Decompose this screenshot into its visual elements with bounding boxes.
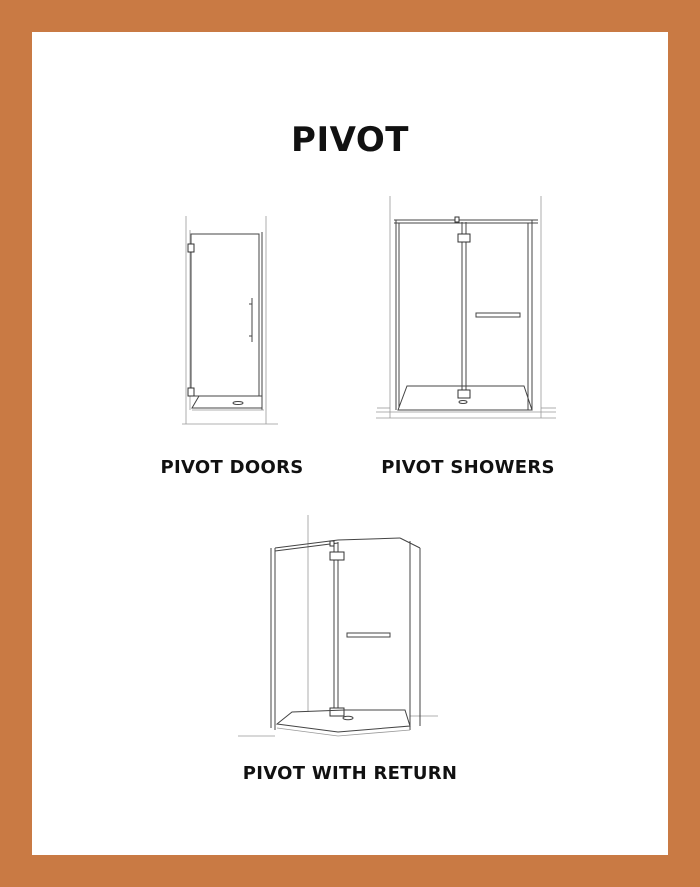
caption-pivot-with-return: PIVOT WITH RETURN [242, 763, 458, 784]
caption-pivot-showers: PIVOT SHOWERS [381, 457, 555, 478]
pivot-doors-illustration [182, 216, 278, 424]
pivot-with-return-illustration [238, 515, 438, 736]
pivot-showers-illustration [376, 196, 556, 418]
caption-pivot-doors: PIVOT DOORS [160, 457, 304, 478]
page-title: PIVOT [291, 120, 409, 160]
